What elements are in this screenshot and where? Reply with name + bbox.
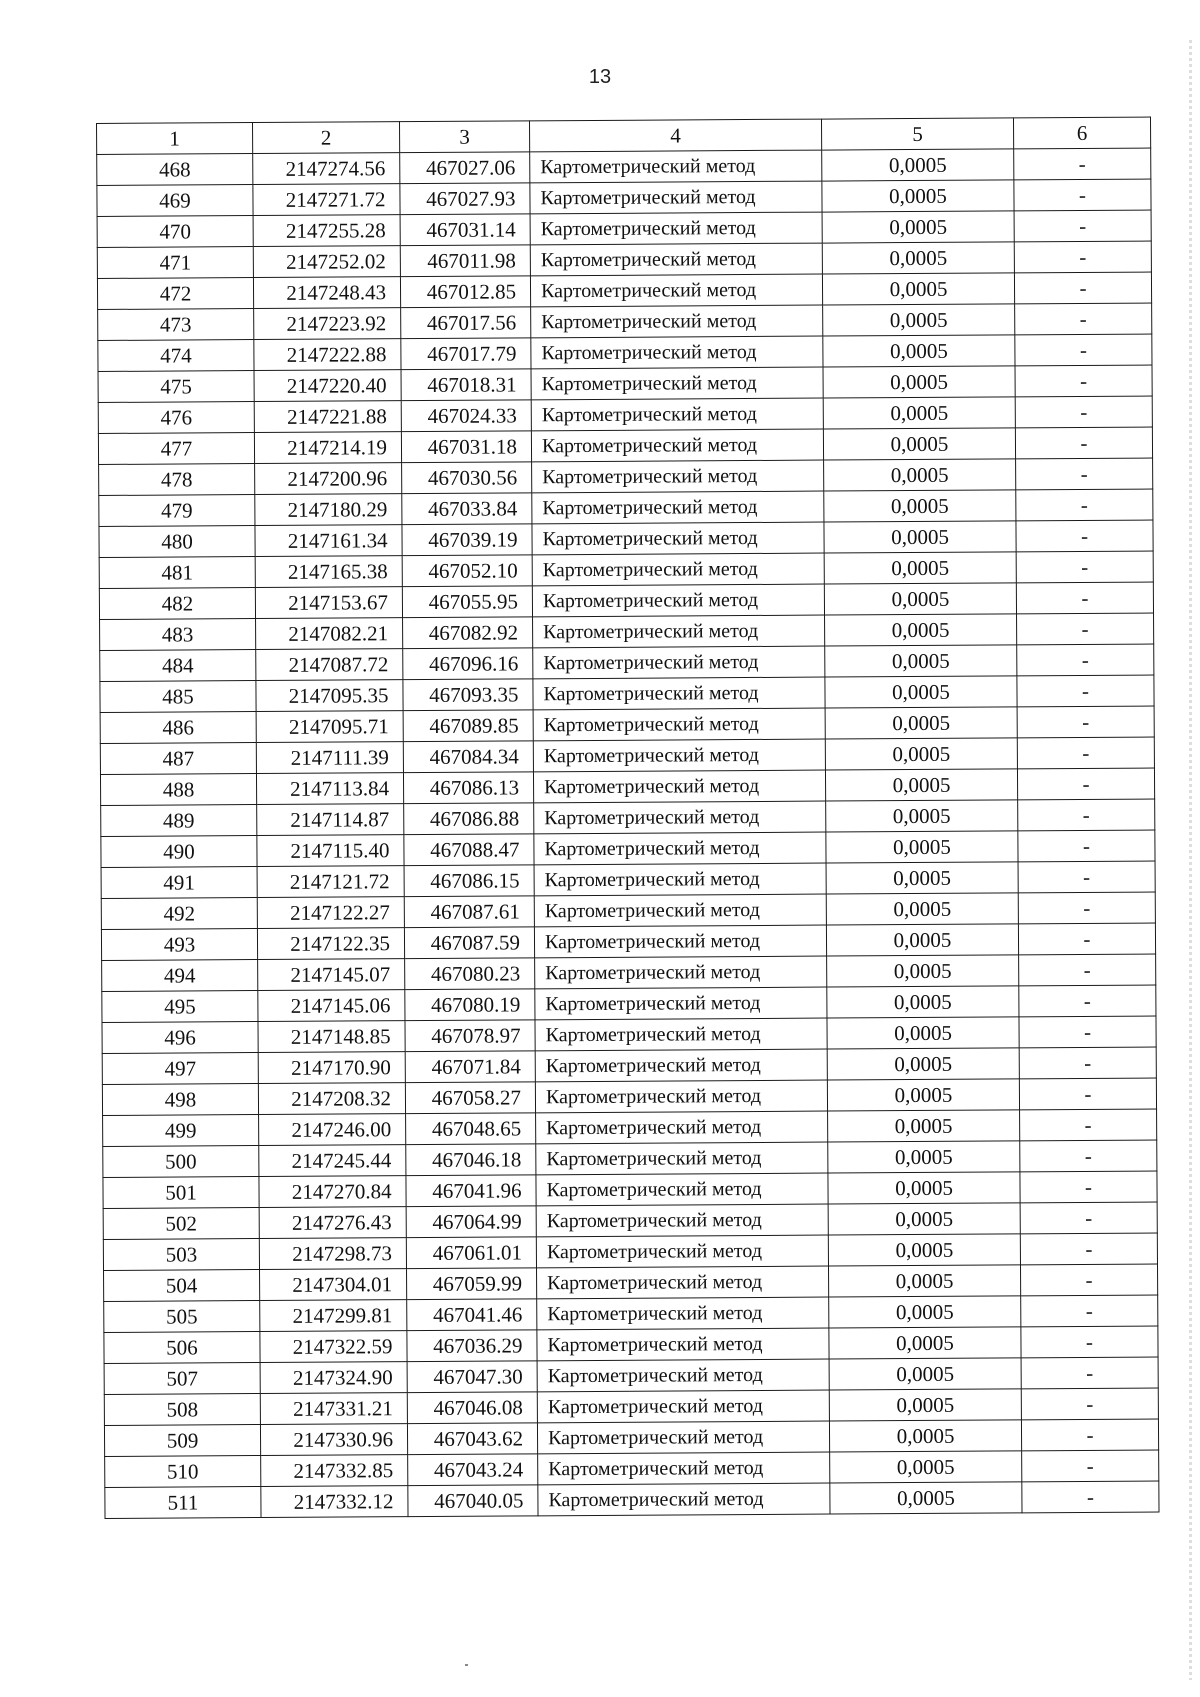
cell-method: Картометрический метод <box>534 801 826 834</box>
cell-method: Картометрический метод <box>538 1452 830 1485</box>
cell-point-number: 480 <box>99 526 255 558</box>
cell-accuracy: 0,0005 <box>828 1172 1020 1204</box>
cell-accuracy: 0,0005 <box>827 1017 1019 1049</box>
column-header: 3 <box>399 121 529 153</box>
cell-description: - <box>1020 1264 1157 1296</box>
cell-accuracy: 0,0005 <box>824 521 1016 553</box>
cell-accuracy: 0,0005 <box>823 366 1015 398</box>
cell-description: - <box>1019 1078 1156 1110</box>
cell-coordinate-x: 2147324.90 <box>260 1362 407 1394</box>
cell-description: - <box>1020 1140 1157 1172</box>
cell-method: Картометрический метод <box>536 1142 828 1175</box>
cell-description: - <box>1015 365 1152 397</box>
cell-accuracy: 0,0005 <box>824 583 1016 615</box>
cell-coordinate-y: 467086.13 <box>403 772 533 804</box>
cell-description: - <box>1017 644 1154 676</box>
cell-coordinate-y: 467018.31 <box>401 369 531 401</box>
cell-description: - <box>1018 923 1155 955</box>
scan-speck <box>465 1664 468 1666</box>
cell-description: - <box>1018 830 1155 862</box>
cell-method: Картометрический метод <box>534 832 826 865</box>
cell-coordinate-y: 467041.96 <box>406 1175 536 1207</box>
cell-coordinate-y: 467024.33 <box>401 400 531 432</box>
cell-point-number: 505 <box>104 1301 260 1333</box>
cell-method: Картометрический метод <box>534 863 826 896</box>
cell-accuracy: 0,0005 <box>828 1265 1020 1297</box>
cell-method: Картометрический метод <box>531 336 823 369</box>
cell-method: Картометрический метод <box>534 894 826 927</box>
cell-accuracy: 0,0005 <box>828 1141 1020 1173</box>
cell-accuracy: 0,0005 <box>826 893 1018 925</box>
cell-description: - <box>1017 768 1154 800</box>
cell-accuracy: 0,0005 <box>827 986 1019 1018</box>
cell-point-number: 470 <box>97 216 253 248</box>
cell-point-number: 496 <box>102 1022 258 1054</box>
cell-point-number: 492 <box>101 898 257 930</box>
cell-method: Картометрический метод <box>536 1173 828 1206</box>
column-header: 1 <box>97 123 253 155</box>
cell-description: - <box>1020 1109 1157 1141</box>
cell-coordinate-x: 2147322.59 <box>260 1331 407 1363</box>
cell-coordinate-y: 467080.19 <box>405 989 535 1021</box>
cell-point-number: 481 <box>99 557 255 589</box>
cell-coordinate-x: 2147220.40 <box>254 370 401 402</box>
cell-coordinate-x: 2147330.96 <box>260 1424 407 1456</box>
cell-method: Картометрический метод <box>537 1328 829 1361</box>
cell-accuracy: 0,0005 <box>825 645 1017 677</box>
cell-method: Картометрический метод <box>532 553 824 586</box>
cell-coordinate-y: 467041.46 <box>407 1299 537 1331</box>
column-header: 4 <box>529 119 821 152</box>
cell-point-number: 499 <box>103 1115 259 1147</box>
cell-accuracy: 0,0005 <box>825 769 1017 801</box>
cell-coordinate-x: 2147270.84 <box>259 1176 406 1208</box>
cell-point-number: 493 <box>101 929 257 961</box>
cell-coordinate-x: 2147245.44 <box>259 1145 406 1177</box>
cell-coordinate-x: 2147271.72 <box>253 184 400 216</box>
cell-point-number: 498 <box>102 1084 258 1116</box>
cell-accuracy: 0,0005 <box>824 459 1016 491</box>
cell-coordinate-x: 2147221.88 <box>254 401 401 433</box>
cell-accuracy: 0,0005 <box>822 149 1014 181</box>
cell-method: Картометрический метод <box>535 1018 827 1051</box>
cell-description: - <box>1018 892 1155 924</box>
cell-coordinate-x: 2147304.01 <box>260 1269 407 1301</box>
cell-point-number: 485 <box>100 681 256 713</box>
cell-point-number: 508 <box>104 1394 260 1426</box>
cell-point-number: 507 <box>104 1363 260 1395</box>
cell-coordinate-y: 467080.23 <box>405 958 535 990</box>
cell-method: Картометрический метод <box>532 491 824 524</box>
column-header: 5 <box>821 118 1013 150</box>
cell-coordinate-y: 467011.98 <box>400 245 530 277</box>
cell-coordinate-x: 2147095.35 <box>256 680 403 712</box>
cell-description: - <box>1017 737 1154 769</box>
cell-coordinate-x: 2147122.35 <box>257 928 404 960</box>
column-header: 2 <box>253 122 400 154</box>
cell-point-number: 479 <box>99 495 255 527</box>
cell-accuracy: 0,0005 <box>830 1482 1022 1514</box>
cell-coordinate-x: 2147148.85 <box>258 1021 405 1053</box>
cell-accuracy: 0,0005 <box>822 180 1014 212</box>
cell-coordinate-y: 467036.29 <box>407 1330 537 1362</box>
table-body <box>97 148 1159 1518</box>
cell-method: Картометрический метод <box>533 615 825 648</box>
cell-description: - <box>1016 458 1153 490</box>
cell-coordinate-y: 467084.34 <box>403 741 533 773</box>
cell-point-number: 469 <box>97 185 253 217</box>
cell-accuracy: 0,0005 <box>824 552 1016 584</box>
scan-edge-shadow <box>1189 40 1192 1680</box>
cell-coordinate-x: 2147246.00 <box>259 1114 406 1146</box>
cell-point-number: 503 <box>103 1239 259 1271</box>
cell-method: Картометрический метод <box>534 925 826 958</box>
table-row <box>105 1481 1159 1518</box>
cell-coordinate-y: 467017.56 <box>401 307 531 339</box>
cell-coordinate-y: 467048.65 <box>406 1113 536 1145</box>
cell-coordinate-y: 467027.06 <box>400 152 530 184</box>
cell-coordinate-y: 467086.15 <box>404 865 534 897</box>
cell-coordinate-y: 467031.18 <box>401 431 531 463</box>
cell-coordinate-y: 467033.84 <box>402 493 532 525</box>
cell-method: Картометрический метод <box>535 956 827 989</box>
cell-accuracy: 0,0005 <box>828 1110 1020 1142</box>
cell-coordinate-y: 467040.05 <box>408 1485 538 1517</box>
cell-description: - <box>1014 179 1151 211</box>
cell-coordinate-y: 467082.92 <box>403 617 533 649</box>
cell-coordinate-y: 467089.85 <box>403 710 533 742</box>
cell-coordinate-x: 2147114.87 <box>257 804 404 836</box>
cell-coordinate-x: 2147298.73 <box>259 1238 406 1270</box>
cell-description: - <box>1014 272 1151 304</box>
cell-description: - <box>1019 1047 1156 1079</box>
cell-accuracy: 0,0005 <box>825 614 1017 646</box>
cell-point-number: 478 <box>99 464 255 496</box>
cell-point-number: 483 <box>100 619 256 651</box>
cell-description: - <box>1016 551 1153 583</box>
cell-point-number: 476 <box>98 402 254 434</box>
cell-description: - <box>1015 334 1152 366</box>
cell-description: - <box>1022 1450 1159 1482</box>
cell-coordinate-x: 2147095.71 <box>256 711 403 743</box>
cell-coordinate-x: 2147208.32 <box>258 1083 405 1115</box>
cell-description: - <box>1016 520 1153 552</box>
cell-accuracy: 0,0005 <box>823 428 1015 460</box>
cell-accuracy: 0,0005 <box>823 397 1015 429</box>
cell-point-number: 501 <box>103 1177 259 1209</box>
cell-accuracy: 0,0005 <box>825 738 1017 770</box>
cell-accuracy: 0,0005 <box>822 242 1014 274</box>
cell-coordinate-x: 2147122.27 <box>257 897 404 929</box>
cell-coordinate-x: 2147161.34 <box>255 525 402 557</box>
cell-description: - <box>1014 210 1151 242</box>
cell-description: - <box>1019 985 1156 1017</box>
cell-description: - <box>1021 1326 1158 1358</box>
cell-coordinate-y: 467093.35 <box>403 679 533 711</box>
cell-method: Картометрический метод <box>530 212 822 245</box>
cell-method: Картометрический метод <box>536 1235 828 1268</box>
cell-accuracy: 0,0005 <box>824 490 1016 522</box>
cell-coordinate-y: 467058.27 <box>405 1082 535 1114</box>
cell-coordinate-y: 467096.16 <box>403 648 533 680</box>
cell-coordinate-y: 467017.79 <box>401 338 531 370</box>
cell-description: - <box>1016 489 1153 521</box>
cell-method: Картометрический метод <box>531 429 823 462</box>
cell-description: - <box>1017 613 1154 645</box>
cell-coordinate-x: 2147153.67 <box>255 587 402 619</box>
cell-accuracy: 0,0005 <box>826 862 1018 894</box>
cell-point-number: 495 <box>102 991 258 1023</box>
cell-coordinate-x: 2147223.92 <box>254 308 401 340</box>
coordinates-table <box>96 117 1160 1519</box>
cell-method: Картометрический метод <box>537 1421 829 1454</box>
cell-description: - <box>1019 1016 1156 1048</box>
cell-point-number: 509 <box>104 1425 260 1457</box>
cell-coordinate-x: 2147111.39 <box>256 742 403 774</box>
cell-coordinate-x: 2147332.85 <box>261 1455 408 1487</box>
cell-accuracy: 0,0005 <box>829 1327 1021 1359</box>
cell-description: - <box>1021 1388 1158 1420</box>
cell-method: Картометрический метод <box>533 646 825 679</box>
cell-coordinate-y: 467064.99 <box>406 1206 536 1238</box>
cell-description: - <box>1021 1357 1158 1389</box>
cell-coordinate-x: 2147331.21 <box>260 1393 407 1425</box>
cell-point-number: 474 <box>98 340 254 372</box>
cell-point-number: 490 <box>101 836 257 868</box>
cell-method: Картометрический метод <box>533 770 825 803</box>
cell-description: - <box>1018 799 1155 831</box>
cell-point-number: 506 <box>104 1332 260 1364</box>
cell-point-number: 472 <box>97 278 253 310</box>
cell-method: Картометрический метод <box>537 1266 829 1299</box>
cell-point-number: 491 <box>101 867 257 899</box>
cell-coordinate-y: 467087.61 <box>404 896 534 928</box>
cell-accuracy: 0,0005 <box>823 335 1015 367</box>
cell-method: Картометрический метод <box>533 677 825 710</box>
cell-description: - <box>1015 396 1152 428</box>
cell-method: Картометрический метод <box>531 305 823 338</box>
cell-point-number: 510 <box>105 1456 261 1488</box>
cell-method: Картометрический метод <box>536 1111 828 1144</box>
cell-accuracy: 0,0005 <box>827 955 1019 987</box>
cell-coordinate-y: 467061.01 <box>406 1237 536 1269</box>
cell-accuracy: 0,0005 <box>826 800 1018 832</box>
cell-coordinate-y: 467043.62 <box>407 1423 537 1455</box>
cell-coordinate-x: 2147276.43 <box>259 1207 406 1239</box>
cell-accuracy: 0,0005 <box>822 273 1014 305</box>
cell-description: - <box>1015 303 1152 335</box>
cell-coordinate-x: 2147165.38 <box>255 556 402 588</box>
cell-method: Картометрический метод <box>532 460 824 493</box>
cell-method: Картометрический метод <box>530 150 822 183</box>
cell-accuracy: 0,0005 <box>825 707 1017 739</box>
cell-coordinate-y: 467031.14 <box>400 214 530 246</box>
cell-method: Картометрический метод <box>531 367 823 400</box>
cell-point-number: 482 <box>99 588 255 620</box>
cell-accuracy: 0,0005 <box>826 831 1018 863</box>
cell-description: - <box>1017 675 1154 707</box>
cell-description: - <box>1014 241 1151 273</box>
cell-coordinate-y: 467086.88 <box>404 803 534 835</box>
cell-method: Картометрический метод <box>530 243 822 276</box>
cell-coordinate-x: 2147200.96 <box>255 463 402 495</box>
cell-coordinate-y: 467039.19 <box>402 524 532 556</box>
cell-description: - <box>1019 954 1156 986</box>
cell-accuracy: 0,0005 <box>827 1048 1019 1080</box>
cell-accuracy: 0,0005 <box>829 1296 1021 1328</box>
cell-point-number: 488 <box>100 774 256 806</box>
cell-coordinate-x: 2147252.02 <box>253 246 400 278</box>
cell-accuracy: 0,0005 <box>828 1203 1020 1235</box>
cell-coordinate-x: 2147248.43 <box>253 277 400 309</box>
cell-accuracy: 0,0005 <box>829 1358 1021 1390</box>
cell-coordinate-x: 2147255.28 <box>253 215 400 247</box>
cell-coordinate-y: 467030.56 <box>402 462 532 494</box>
cell-point-number: 471 <box>97 247 253 279</box>
cell-accuracy: 0,0005 <box>823 304 1015 336</box>
cell-method: Картометрический метод <box>535 1080 827 1113</box>
cell-description: - <box>1021 1295 1158 1327</box>
cell-coordinate-x: 2147113.84 <box>256 773 403 805</box>
cell-point-number: 468 <box>97 154 253 186</box>
cell-accuracy: 0,0005 <box>829 1420 1021 1452</box>
cell-coordinate-y: 467046.08 <box>407 1392 537 1424</box>
cell-method: Картометрический метод <box>538 1483 830 1516</box>
cell-method: Картометрический метод <box>533 739 825 772</box>
cell-point-number: 475 <box>98 371 254 403</box>
cell-method: Картометрический метод <box>536 1204 828 1237</box>
cell-method: Картометрический метод <box>532 522 824 555</box>
cell-point-number: 497 <box>102 1053 258 1085</box>
cell-description: - <box>1016 582 1153 614</box>
cell-description: - <box>1017 706 1154 738</box>
cell-coordinate-y: 467046.18 <box>406 1144 536 1176</box>
cell-accuracy: 0,0005 <box>825 676 1017 708</box>
column-header: 6 <box>1013 117 1150 149</box>
cell-coordinate-y: 467087.59 <box>404 927 534 959</box>
cell-description: - <box>1021 1419 1158 1451</box>
cell-accuracy: 0,0005 <box>826 924 1018 956</box>
cell-method: Картометрический метод <box>530 181 822 214</box>
cell-point-number: 473 <box>98 309 254 341</box>
cell-method: Картометрический метод <box>532 584 824 617</box>
cell-coordinate-x: 2147180.29 <box>255 494 402 526</box>
cell-coordinate-x: 2147299.81 <box>260 1300 407 1332</box>
cell-method: Картометрический метод <box>535 987 827 1020</box>
cell-point-number: 500 <box>103 1146 259 1178</box>
cell-point-number: 511 <box>105 1487 261 1519</box>
cell-method: Картометрический метод <box>537 1390 829 1423</box>
cell-method: Картометрический метод <box>531 398 823 431</box>
cell-point-number: 502 <box>103 1208 259 1240</box>
cell-coordinate-x: 2147274.56 <box>253 153 400 185</box>
cell-description: - <box>1020 1202 1157 1234</box>
cell-accuracy: 0,0005 <box>822 211 1014 243</box>
cell-description: - <box>1022 1481 1159 1513</box>
cell-coordinate-y: 467059.99 <box>407 1268 537 1300</box>
cell-coordinate-y: 467088.47 <box>404 834 534 866</box>
cell-method: Картометрический метод <box>537 1359 829 1392</box>
cell-coordinate-x: 2147145.07 <box>258 959 405 991</box>
cell-method: Картометрический метод <box>530 274 822 307</box>
cell-coordinate-y: 467052.10 <box>402 555 532 587</box>
cell-coordinate-y: 467043.24 <box>408 1454 538 1486</box>
cell-coordinate-x: 2147082.21 <box>256 618 403 650</box>
cell-coordinate-y: 467078.97 <box>405 1020 535 1052</box>
cell-description: - <box>1015 427 1152 459</box>
cell-coordinate-x: 2147121.72 <box>257 866 404 898</box>
cell-coordinate-y: 467027.93 <box>400 183 530 215</box>
cell-coordinate-x: 2147145.06 <box>258 990 405 1022</box>
cell-coordinate-x: 2147115.40 <box>257 835 404 867</box>
cell-point-number: 504 <box>104 1270 260 1302</box>
cell-coordinate-x: 2147222.88 <box>254 339 401 371</box>
cell-point-number: 487 <box>100 743 256 775</box>
cell-accuracy: 0,0005 <box>828 1234 1020 1266</box>
cell-point-number: 477 <box>98 433 254 465</box>
cell-coordinate-y: 467012.85 <box>400 276 530 308</box>
cell-accuracy: 0,0005 <box>827 1079 1019 1111</box>
cell-method: Картометрический метод <box>537 1297 829 1330</box>
cell-point-number: 489 <box>101 805 257 837</box>
cell-method: Картометрический метод <box>533 708 825 741</box>
cell-point-number: 484 <box>100 650 256 682</box>
cell-coordinate-y: 467071.84 <box>405 1051 535 1083</box>
cell-coordinate-y: 467047.30 <box>407 1361 537 1393</box>
cell-description: - <box>1018 861 1155 893</box>
cell-coordinate-y: 467055.95 <box>402 586 532 618</box>
cell-description: - <box>1020 1233 1157 1265</box>
cell-coordinate-x: 2147332.12 <box>261 1486 408 1518</box>
cell-point-number: 494 <box>102 960 258 992</box>
page-number: 13 <box>588 66 612 88</box>
cell-coordinate-x: 2147214.19 <box>254 432 401 464</box>
cell-accuracy: 0,0005 <box>829 1389 1021 1421</box>
cell-accuracy: 0,0005 <box>830 1451 1022 1483</box>
cell-description: - <box>1014 148 1151 180</box>
cell-point-number: 486 <box>100 712 256 744</box>
cell-method: Картометрический метод <box>535 1049 827 1082</box>
cell-coordinate-x: 2147087.72 <box>256 649 403 681</box>
cell-coordinate-x: 2147170.90 <box>258 1052 405 1084</box>
cell-description: - <box>1020 1171 1157 1203</box>
